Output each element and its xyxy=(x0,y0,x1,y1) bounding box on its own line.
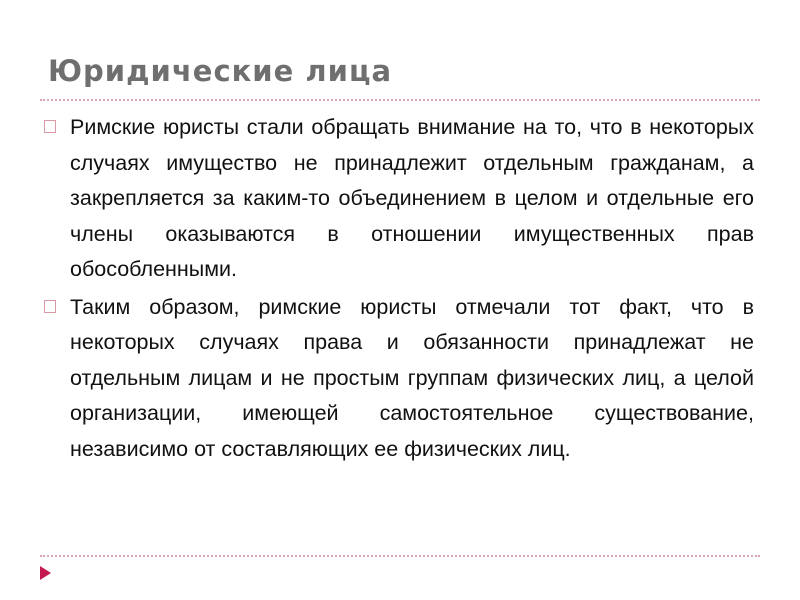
title-divider xyxy=(40,99,760,101)
bullet-text: Таким образом, римские юристы отмечали тот факт, что в некоторых случаях права и обязанности принадлежат не отдельным лицам и не простым группам физических лиц, а целой организации, имеющей самостоятельное существование, независимо от составляющих ее физических лиц. xyxy=(70,294,754,461)
bullet-item xyxy=(44,290,754,468)
square-bullet-icon xyxy=(44,300,56,313)
footer-divider xyxy=(40,555,760,557)
slide-content xyxy=(44,110,754,469)
bullet-text: Римские юристы стали обращать внимание на то, что в некоторых случаях имущество не принадлежит отдельным гражданам, а закрепляется за каким-то объединением в целом и отдельные его члены оказываются в отношении имущественных прав обособленными. xyxy=(70,115,754,281)
slide-title: Юридические лица xyxy=(48,54,393,88)
play-arrow-icon[interactable] xyxy=(40,566,51,580)
square-bullet-icon xyxy=(44,120,56,133)
bullet-item xyxy=(44,110,754,288)
